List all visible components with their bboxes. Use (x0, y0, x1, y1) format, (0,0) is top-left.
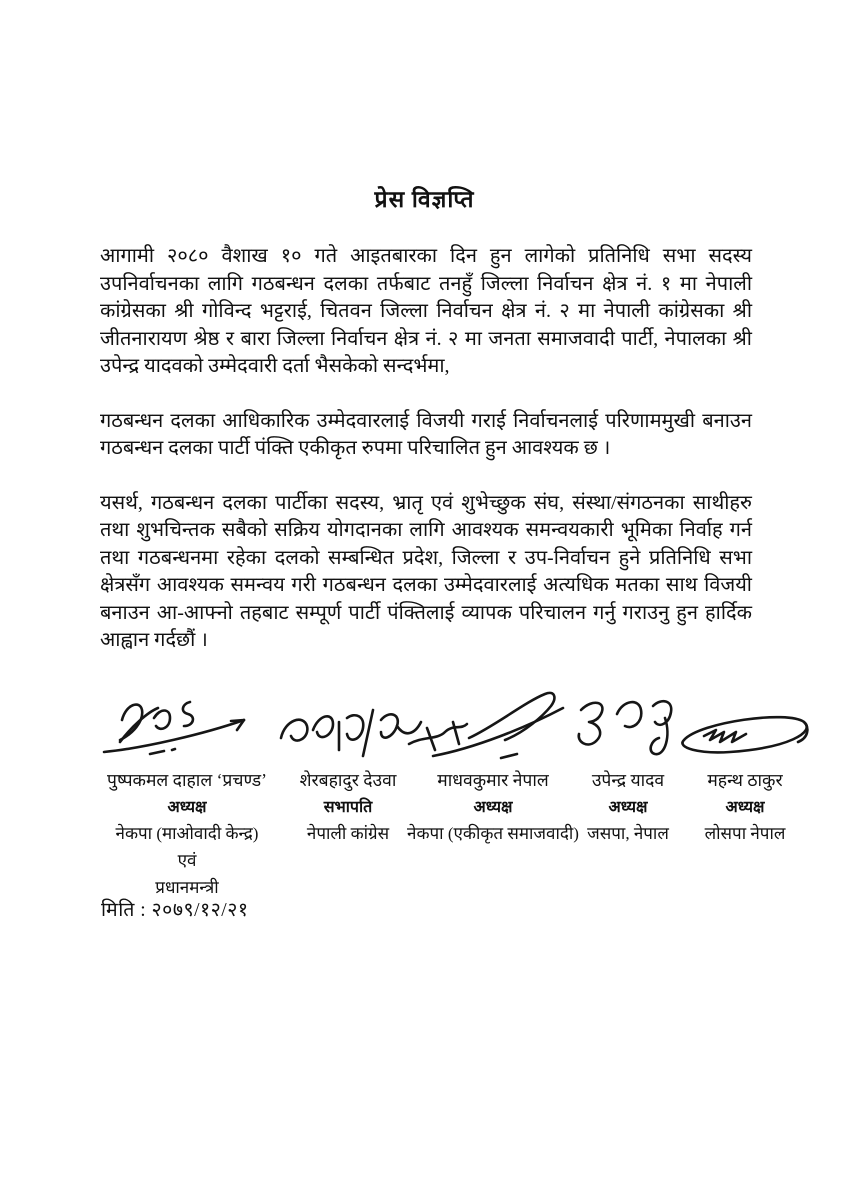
body-text (100, 243, 752, 682)
signatory-title: अध्यक्ष (608, 799, 648, 816)
signatory-title: अध्यक्ष (725, 799, 765, 816)
paragraph-appeal: यसर्थ, गठबन्धन दलका पार्टीका सदस्य, भ्रातृ एवं शुभेच्छुक संघ, संस्था/संगठनका साथीहरु तथा शुभचिन्तक सबैको सक्रिय योगदानका लागि आवश्यक समन्वयकारी भूमिका निर्वाह गर्न तथा गठबन्धनमा रहेका दलको सम्बन्धित प्रदेश, जिल्ला र उप-निर्वाचन हुने प्रतिनिधि सभा क्षेत्रसँग आवश्यक समन्वय गरी गठबन्धन दलका उम्मेदवारलाई अत्यधिक मतका साथ विजयी बनाउन आ-आफ्नो तहबाट सम्पूर्ण पार्टी पंक्तिलाई व्यापक परिचालन गर्नु गराउनु हुन हार्दिक आह्वान गर्दछौं । (100, 491, 752, 651)
signature-mahanth-thakur-icon (670, 688, 820, 766)
signatory-name: महन्थ ठाकुर (707, 770, 783, 790)
page-title: प्रेस विज्ञप्ति (374, 187, 475, 212)
signatory-mahanth-thakur (684, 688, 806, 844)
signatory-prachanda (92, 688, 282, 898)
signatory-name: पुष्पकमल दाहाल ‘प्रचण्ड’ (107, 770, 267, 790)
paragraph-mobilization: गठबन्धन दलका आधिकारिक उम्मेदवारलाई विजयी गराई निर्वाचनलाई परिणाममुखी बनाउन गठबन्धन दलका पार्टी पंक्ति एकीकृत रुपमा परिचालित हुन आवश्यक छ । (100, 409, 752, 459)
signatory-party: जसपा, नेपाल (587, 824, 669, 843)
signatory-title: सभापति (323, 799, 373, 816)
signatory-title: अध्यक्ष (167, 799, 207, 816)
signature-deuba-icon (273, 688, 423, 766)
signatory-extra-pm: प्रधानमन्त्री (155, 878, 219, 897)
signatory-madhav-nepal (407, 688, 579, 844)
signature-prachanda-icon (92, 688, 282, 766)
signature-block (92, 688, 792, 898)
signatory-extra-and: एवं (177, 851, 197, 870)
signatory-party: नेपाली कांग्रेस (306, 824, 390, 843)
signatory-name: शेरबहादुर देउवा (299, 770, 397, 790)
paragraph-intro: आगामी २०८० वैशाख १० गते आइतबारका दिन हुन लागेको प्रतिनिधि सभा सदस्य उपनिर्वाचनका लागि गठबन्धन दलका तर्फबाट तनहुँ जिल्ला निर्वाचन क्षेत्र नं. १ मा नेपाली कांग्रेसका श्री गोविन्द भट्टराई, चितवन जिल्ला निर्वाचन क्षेत्र नं. २ मा नेपाली कांग्रेसका श्री जीतनारायण श्रेष्ठ र बारा जिल्ला निर्वाचन क्षेत्र नं. २ मा जनता समाजवादी पार्टी, नेपालका श्री उपेन्द्र यादवको उम्मेदवारी दर्ता भैसकेको सन्दर्भमा, (100, 245, 752, 377)
signatory-party: लोसपा नेपाल (704, 824, 786, 843)
signatory-title: अध्यक्ष (473, 799, 513, 816)
signatory-party: नेकपा (एकीकृत समाजवादी) (407, 824, 579, 843)
signatory-name: उपेन्द्र यादव (591, 770, 665, 790)
date-label: मिति : २०७९/१२/२१ (101, 900, 249, 921)
signatory-upendra-yadav (572, 688, 684, 844)
signatory-party: नेकपा (माओवादी केन्द्र) (115, 824, 259, 843)
signatory-deuba (282, 688, 414, 844)
signature-madhav-nepal-icon (403, 688, 583, 766)
signatory-name: माधवकुमार नेपाल (437, 770, 549, 790)
